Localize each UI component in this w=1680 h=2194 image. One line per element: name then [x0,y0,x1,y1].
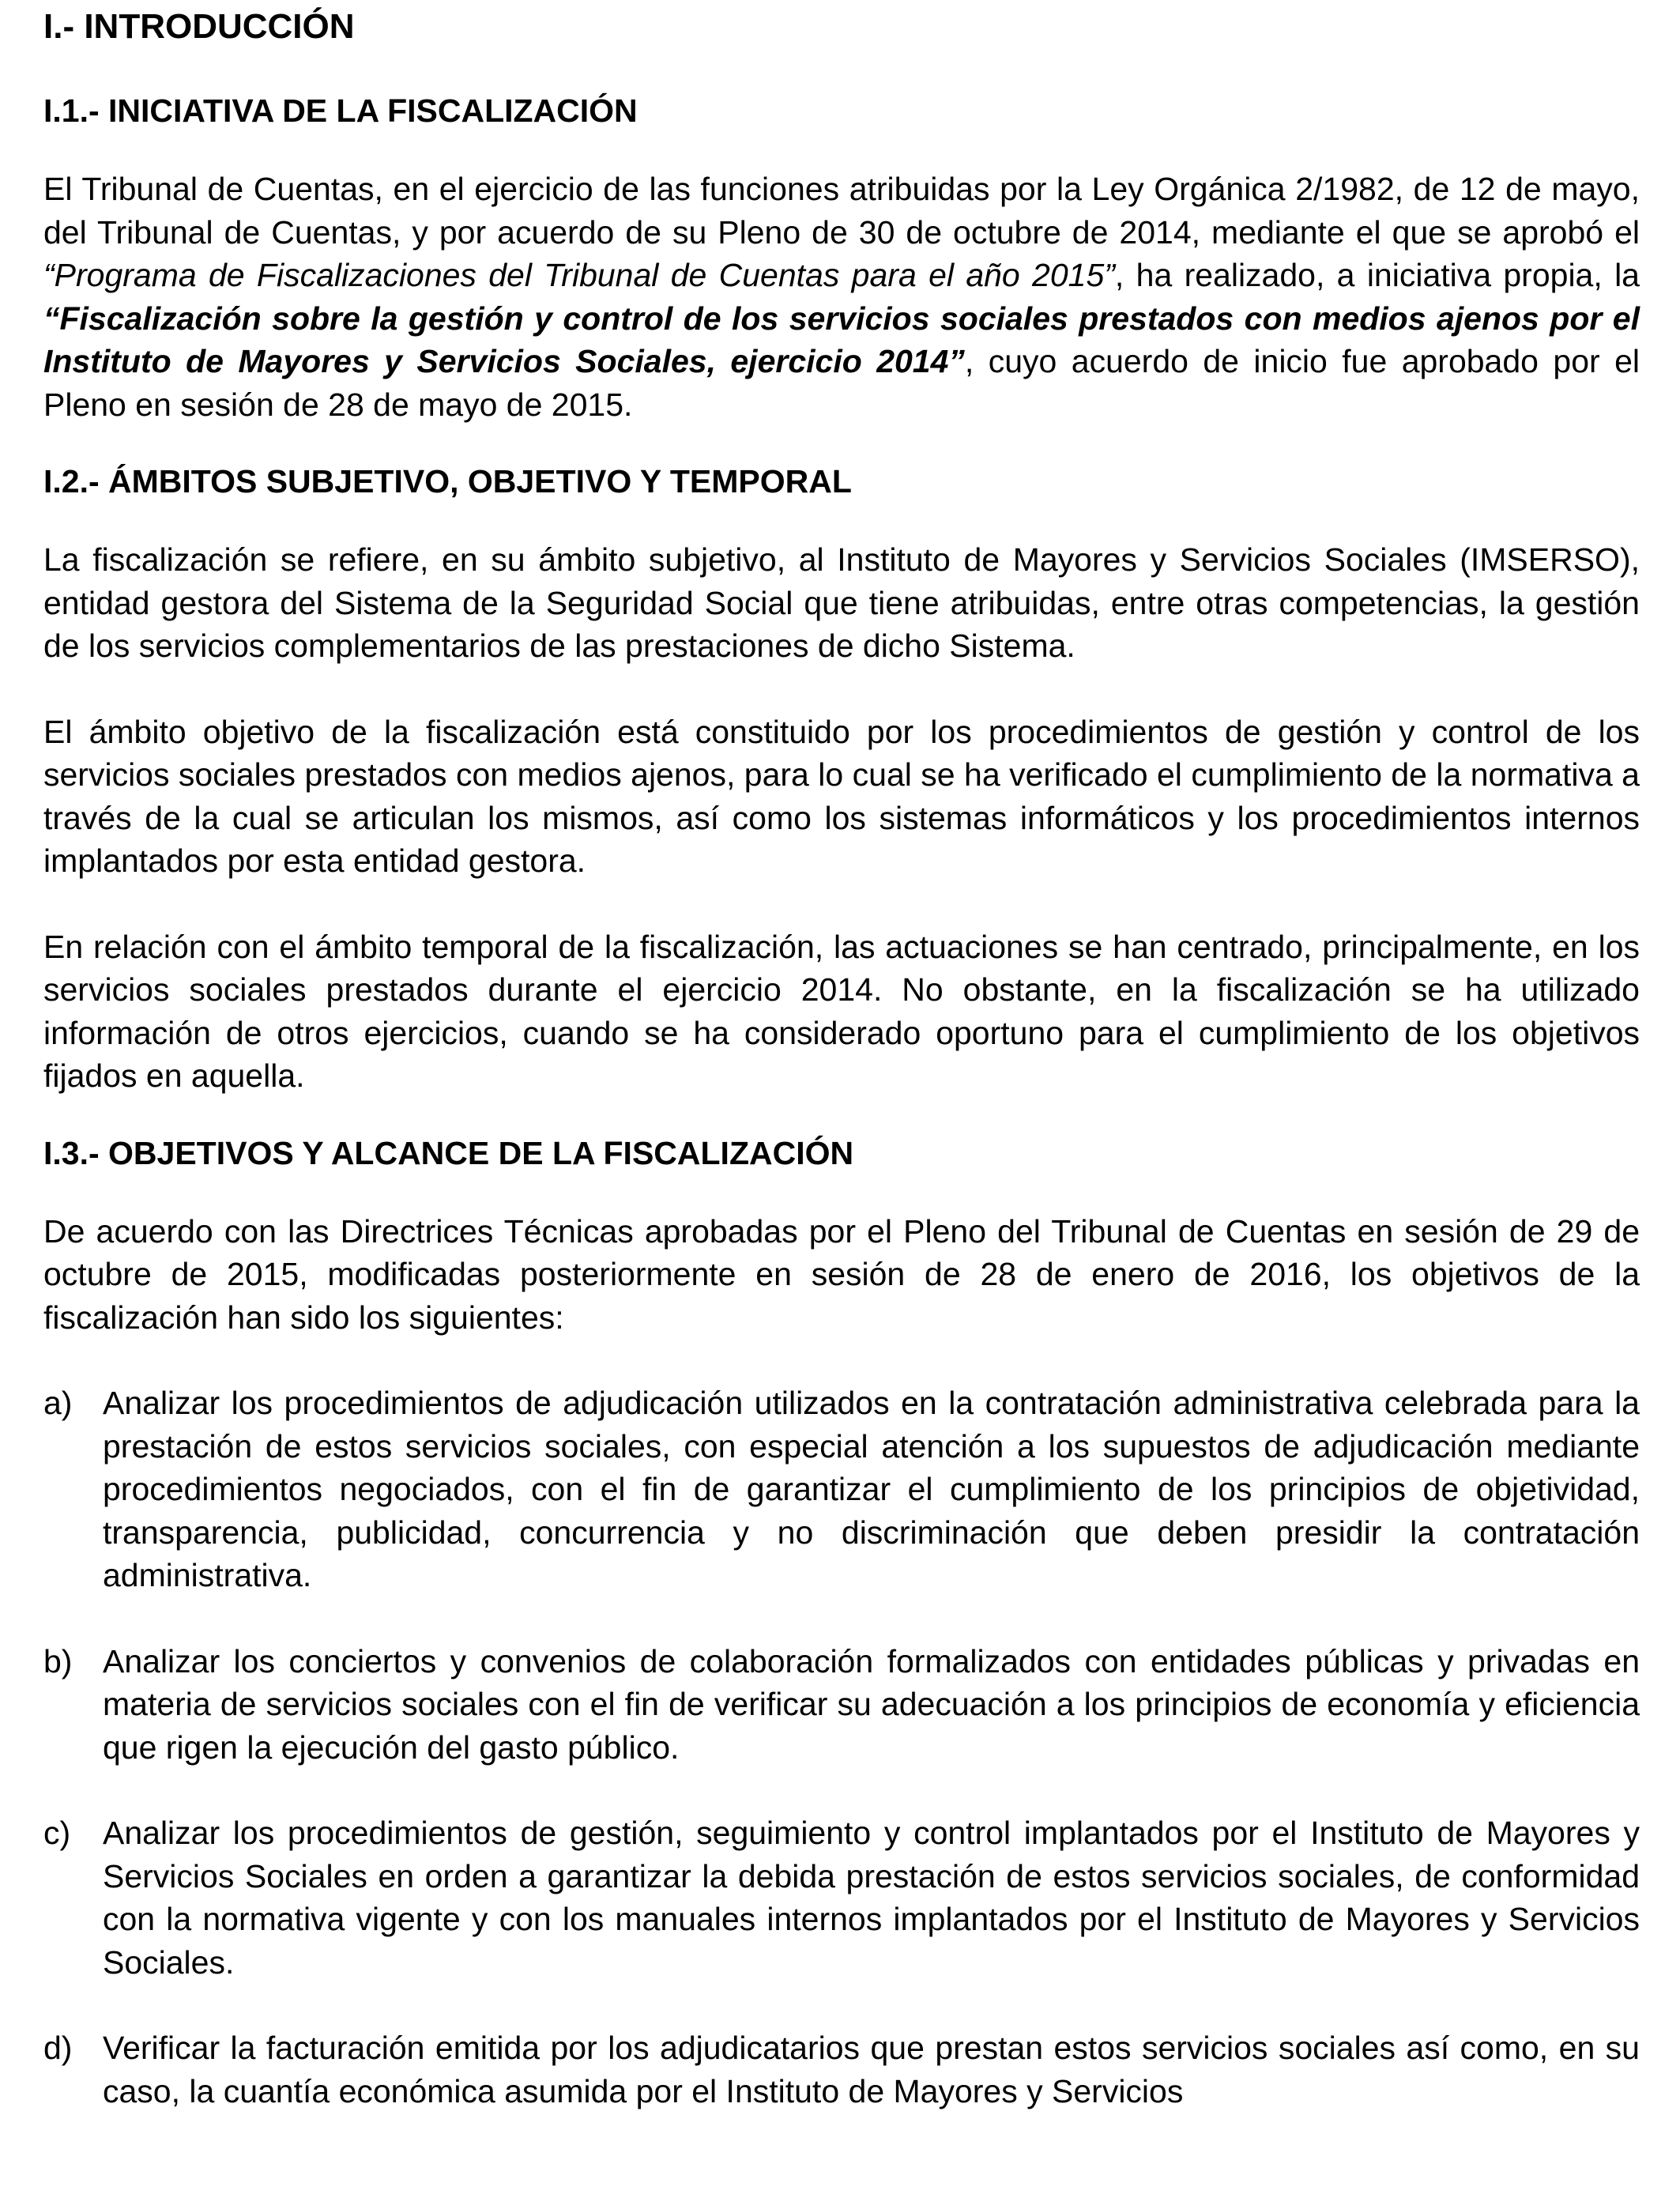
text-run: , ha realizado, a iniciativa propia, la [1114,257,1640,293]
list-marker: c) [43,1815,71,1851]
section-heading-objetivos: I.3.- OBJETIVOS Y ALCANCE DE LA FISCALIZACIÓN [43,1134,854,1171]
list-item [43,1811,1640,1984]
list-item-text: Verificar la facturación emitida por los adjudicatarios que prestan estos servicios sociales así como, en su caso, la cuantía económica asumida por el Instituto de Mayores y Servicios [103,2030,1640,2109]
section-heading-ambitos: I.2.- ÁMBITOS SUBJETIVO, OBJETIVO Y TEMPORAL [43,463,852,499]
main-heading: I.- INTRODUCCIÓN [43,7,355,46]
paragraph-objetivos-intro: De acuerdo con las Directrices Técnicas aprobadas por el Pleno del Tribunal de Cuentas en sesión de 29 de octubre de 2015, modificadas posteriormente en sesión de 28 de enero de 2016, los objetivos de la fiscalización han sido los siguientes: [43,1212,1640,1336]
text-run: , cuyo acuerdo de inicio fue aprobado por el Pleno en sesión de 28 de mayo de 2015. [43,343,1640,423]
list-item-text: Analizar los procedimientos de adjudicación utilizados en la contratación administrativa celebrada para la prestación de estos servicios sociales, con especial atención a los supuestos de adjudicación mediante procedimientos negociados, con el fin de garantizar el cumplimiento de los principios de objetividad, transparencia, publicidad, concurrencia y no discriminación que deben presidir la contratación administrativa. [103,1385,1640,1593]
list-item [43,2026,1640,2113]
text-run: El Tribunal de Cuentas, en el ejercicio de las funciones atribuidas por la Ley Orgánica 2/1982, de 12 de mayo, del Tribunal de Cuentas, y por acuerdo de su Pleno de 30 de octubre de 2014, mediante el que se aprobó el [43,171,1640,251]
list-item-text: Analizar los procedimientos de gestión, seguimiento y control implantados por el Instituto de Mayores y Servicios Sociales en orden a garantizar la debida prestación de estos servicios sociales, de conformidad con la normativa vigente y con los manuales internos implantados por el Instituto de Mayores y Servicios Sociales. [103,1815,1640,1981]
list-marker: b) [43,1642,73,1679]
list-item [43,1382,1640,1597]
document-page [43,0,1640,2113]
paragraph-ambito-temporal: En relación con el ámbito temporal de la fiscalización, las actuaciones se han centrado, principalmente, en los servicios sociales prestados durante el ejercicio 2014. No obstante, en la fiscalización se ha utilizado información de otros ejercicios, cuando se ha considerado oportuno para el cumplimiento de los objetivos fijados en aquella. [43,928,1640,1094]
paragraph-ambito-objetivo: El ámbito objetivo de la fiscalización está constituido por los procedimientos de gestión y control de los servicios sociales prestados con medios ajenos, para lo cual se ha verificado el cumplimiento de la normativa a través de la cual se articulan los mismos, así como los sistemas informáticos y los procedimientos internos implantados por esta entidad gestora. [43,713,1640,879]
list-item-text: Analizar los conciertos y convenios de colaboración formalizados con entidades públicas y privadas en materia de servicios sociales con el fin de verificar su adecuación a los principios de economía y eficiencia que rigen la ejecución del gasto público. [103,1642,1640,1766]
paragraph-ambito-subjetivo: La fiscalización se refiere, en su ámbito subjetivo, al Instituto de Mayores y Servicios Sociales (IMSERSO), entidad gestora del Sistema de la Seguridad Social que tiene atribuidas, entre otras competencias, la gestión de los servicios complementarios de las prestaciones de dicho Sistema. [43,541,1640,664]
section-heading-iniciativa: I.1.- INICIATIVA DE LA FISCALIZACIÓN [43,92,638,129]
list-marker: d) [43,2030,73,2066]
bold-italic-run: “Fiscalización sobre la gestión y control de los servicios sociales prestados con medios ajenos por el Instituto de Mayores y Servicios Sociales, ejercicio 2014” [43,300,1640,379]
list-item [43,1640,1640,1770]
paragraph-iniciativa [43,168,1640,426]
italic-run: “Programa de Fiscalizaciones del Tribunal de Cuentas para el año 2015” [43,257,1115,293]
list-marker: a) [43,1385,73,1421]
